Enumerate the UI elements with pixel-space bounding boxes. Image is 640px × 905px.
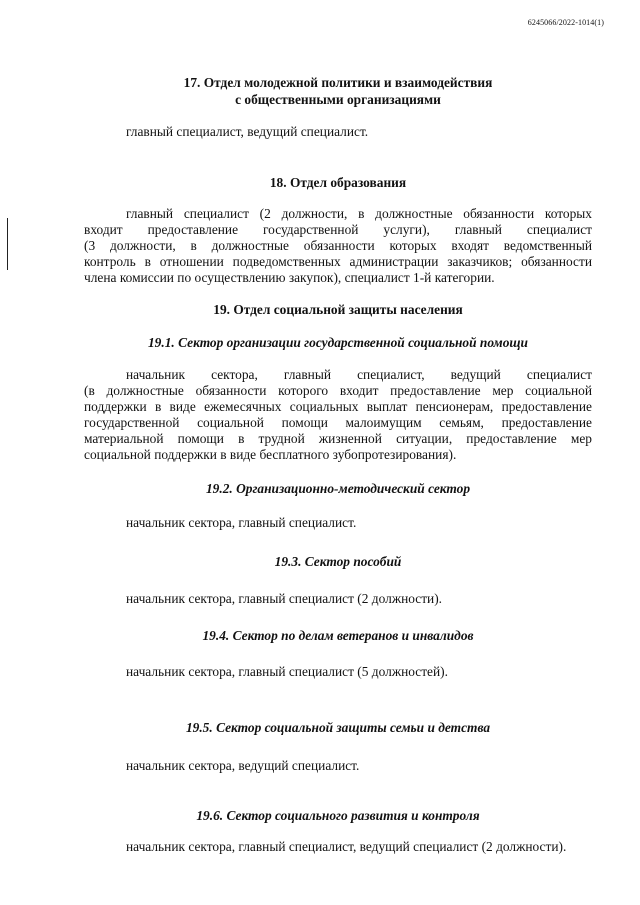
section-19-5-body — [84, 758, 592, 773]
section-17 — [84, 74, 592, 108]
section-19-1-line-6: социальной поддержки в виде бесплатного зубопротезирования). — [84, 447, 457, 462]
section-19-3-text: начальник сектора, главный специалист (2 должности). — [126, 591, 443, 606]
section-19-5-text: начальник сектора, ведущий специалист. — [126, 758, 360, 773]
section-18-line-2: входит предоставление государственной услуги), главный специалист — [84, 222, 592, 237]
section-19-1-line-3: поддержки в виде ежемесячных социальных выплат пенсионерам, предоставление — [84, 399, 592, 414]
section-19-6 — [84, 807, 592, 824]
section-18-heading: 18. Отдел образования — [269, 175, 407, 190]
section-19-3-heading: 19.3. Сектор пособий — [274, 554, 402, 569]
section-19-1 — [84, 334, 592, 351]
section-19-2 — [84, 480, 592, 497]
section-19-5-heading: 19.5. Сектор социальной защиты семьи и детства — [185, 720, 491, 735]
section-19-1-heading: 19.1. Сектор организации государственной социальной помощи — [147, 335, 529, 350]
section-19 — [84, 301, 592, 318]
document-id: 6245066/2022-1014(1) — [527, 18, 604, 27]
section-17-text: главный специалист, ведущий специалист. — [126, 124, 369, 139]
section-19-6-heading: 19.6. Сектор социального развития и контроля — [196, 808, 480, 823]
section-17-heading-line2: с общественными организациями — [235, 92, 441, 107]
section-19-heading: 19. Отдел социальной защиты населения — [213, 302, 463, 317]
section-19-4-heading: 19.4. Сектор по делам ветеранов и инвалидов — [202, 628, 474, 643]
section-18-line-3: (3 должности, в должностные обязанности которых входят ведомственный — [84, 238, 592, 253]
section-18-line-5: члена комиссии по осуществлению закупок), специалист 1-й категории. — [84, 270, 495, 285]
section-18-line-4: контроль в отношении подведомственных администрации заказчиков; обязанности — [84, 254, 592, 269]
section-19-1-line-2: (в должностные обязанности которого входит предоставление мер социальной — [84, 383, 592, 398]
section-18-body — [84, 206, 592, 286]
section-19-3 — [84, 553, 592, 570]
section-19-2-body — [84, 515, 592, 530]
section-19-4-text: начальник сектора, главный специалист (5 должностей). — [126, 664, 448, 679]
section-19-4 — [84, 627, 592, 644]
section-19-6-body — [84, 839, 592, 854]
margin-mark — [7, 218, 8, 270]
section-17-heading-line1: 17. Отдел молодежной политики и взаимодействия — [183, 75, 493, 90]
section-19-6-text: начальник сектора, главный специалист, ведущий специалист (2 должности). — [126, 839, 567, 854]
section-19-1-body — [84, 367, 592, 463]
section-17-body — [84, 124, 592, 139]
section-19-2-text: начальник сектора, главный специалист. — [126, 515, 357, 530]
section-19-1-line-1: начальник сектора, главный специалист, ведущий специалист — [126, 367, 592, 382]
section-19-1-line-4: государственной социальной помощи малоимущим семьям, предоставление — [84, 415, 592, 430]
section-19-5 — [84, 719, 592, 736]
section-19-4-body — [84, 664, 592, 679]
section-19-2-heading: 19.2. Организационно-методический сектор — [205, 481, 471, 496]
section-19-1-line-5: материальной помощи в трудной жизненной ситуации, предоставление мер — [84, 431, 592, 446]
section-18 — [84, 174, 592, 191]
section-18-line-1: главный специалист (2 должности, в должностные обязанности которых — [126, 206, 592, 221]
section-19-3-body — [84, 591, 592, 606]
